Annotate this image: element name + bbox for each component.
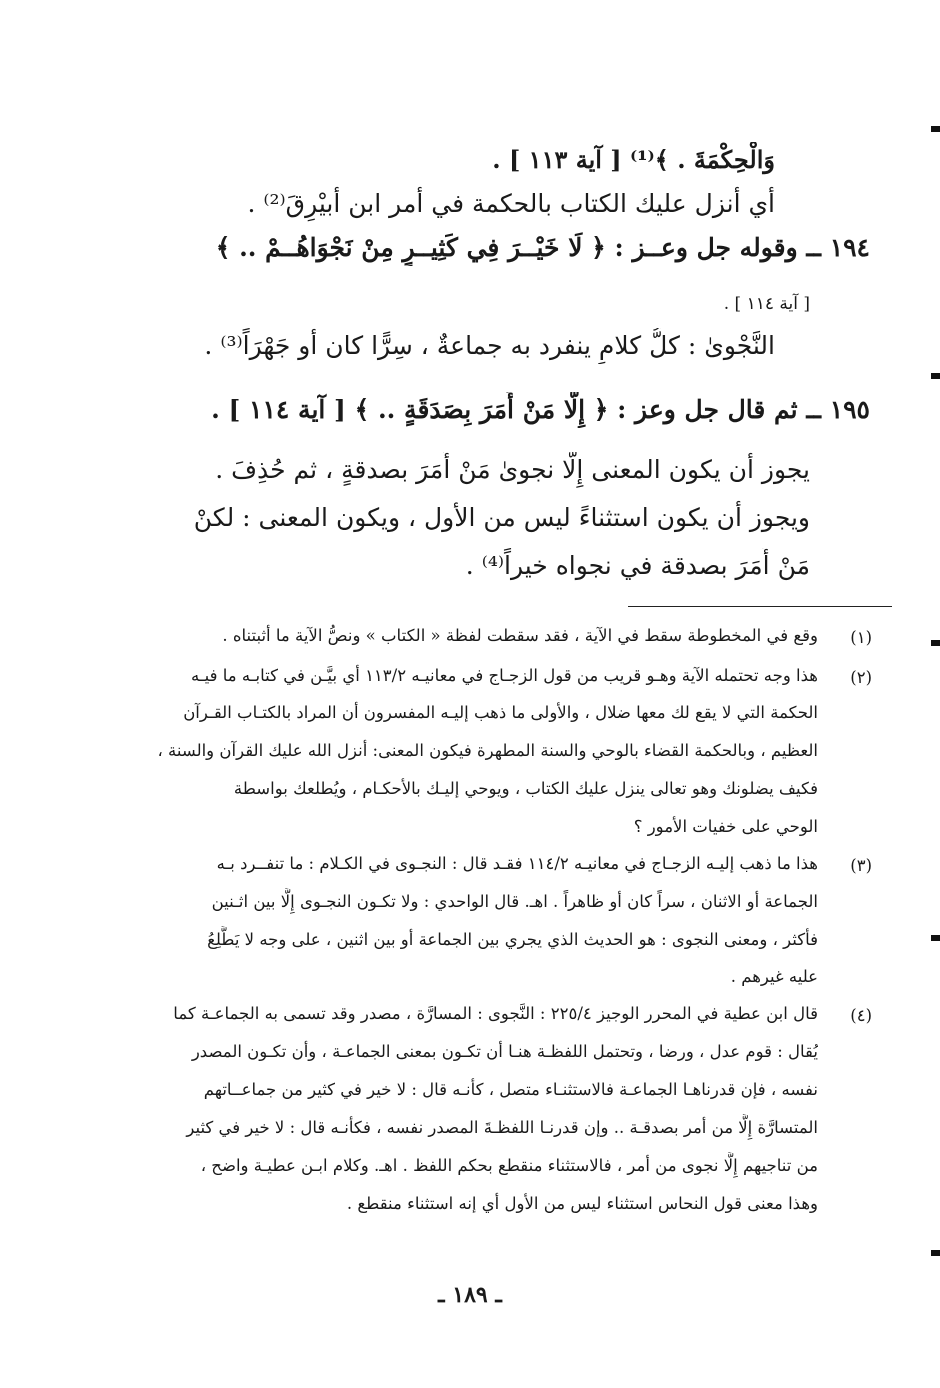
scan-mark xyxy=(931,1250,940,1256)
footnote-3-line-1: هذا ما ذهب إليـه الزجـاج في معانيـه ١١٤/٢ فقـد قال : النجـوى في الكـلام : ما تنفــرد بـه xyxy=(216,854,818,873)
footnote-2-line-4: فكيف يضلونك وهو تعالى ينزل عليك الكتاب ، ويوحي إليـك بالأحكـام ، ويُطلعك بواسطة xyxy=(233,779,818,798)
scan-mark xyxy=(931,373,940,379)
footnote-4-line-3: نفسه ، فإن قدرناهـا الجماعـة فالاستثنـاء متصل ، كأنـه قال : لا خير في كثير من جماعــاتهم xyxy=(203,1080,818,1099)
footnote-2-line-1: هذا وجه تحتمله الآية وهـو قريب من قول الزجـاج في معانيـه ١١٣/٢ أي بيَّـن في كتابـه ما فيـه xyxy=(190,666,818,685)
scan-mark xyxy=(931,126,940,132)
main-line-9: مَنْ أَمَرَ بصدقة في نجواه خيراً⁽⁴⁾ . xyxy=(465,551,810,580)
main-line-8: ويجوز أن يكون استثناءً ليس من الأول ، ويكون المعنى : لكنْ xyxy=(193,503,810,532)
footnote-4-line-1: قال ابن عطية في المحرر الوجيز ٢٢٥/٤ : النَّجوى : المسارَّة ، مصدر وقد تسمى به الجماعـة كما xyxy=(173,1004,818,1023)
main-line-3: ١٩٤ ــ وقوله جل وعــز : ﴿ لَا خَيْــرَ فِي كَثِيــرٍ مِنْ نَجْوَاهُــمْ .. ﴾ xyxy=(215,233,870,262)
main-line-1: وَالْحِكْمَةَ . ﴾⁽¹⁾ [ آية ١١٣ ] . xyxy=(492,145,775,174)
scan-mark xyxy=(931,640,940,646)
footnote-2-line-3: العظيم ، وبالحكمة القضاء بالوحي والسنة المطهرة فيكون المعنى: أنزل الله عليك القرآن والسنة ، xyxy=(157,741,818,760)
main-line-6: ١٩٥ ــ ثم قال جل وعز : ﴿ إِلَّا مَنْ أَمَرَ بِصَدَقَةٍ .. ﴾ [ آية ١١٤ ] . xyxy=(211,395,870,424)
footnote-4-number: (٤) xyxy=(850,1006,872,1025)
scan-mark xyxy=(931,935,940,941)
main-line-2: أي أنزل عليك الكتاب بالحكمة في أمر ابن أبيْرِقَ⁽²⁾ . xyxy=(247,189,775,218)
main-line-5: النَّجْوىٰ : كلُّ كلامٍ ينفرد به جماعةٌ ، سِرًّا كان أو جَهْرَاً⁽³⁾ . xyxy=(204,331,775,360)
footnote-3-line-3: فأكثر ، ومعنى النجوى : هو الحديث الذي يجري بين الجماعة أو بين اثنين ، على وجه لا يَطَّلِعُ xyxy=(207,930,818,949)
footnote-4-line-2: يُقال : قوم عدل ، ورضا ، وتحتمل اللفظـة هنـا أن تكـون بمعنى الجماعـة ، وأن تكـون المصدر xyxy=(191,1042,818,1061)
page-number: ـ ١٨٩ ـ xyxy=(438,1282,502,1308)
footnote-separator xyxy=(628,606,892,607)
footnote-2-line-2: الحكمة التي لا يقع لك معها ضلال ، والأولى ما ذهب إليـه المفسرون أن المراد بالكتـاب القـرآن xyxy=(183,703,818,722)
footnote-3-number: (٣) xyxy=(850,856,872,875)
main-line-7: يجوز أن يكون المعنى إِلَّا نجوىٰ مَنْ أَمَرَ بصدقةٍ ، ثم حُذِفَ . xyxy=(215,455,810,484)
footnote-3-line-4: عليه غيرهم . xyxy=(730,967,818,986)
footnote-2-line-5: الوحي على خفيات الأمور ؟ xyxy=(633,817,818,836)
main-line-4: [ آية ١١٤ ] . xyxy=(723,294,810,314)
footnote-2-number: (٢) xyxy=(850,668,872,687)
footnote-3-line-2: الجماعة أو الاثنان ، سراً كان أو ظاهراً . اهـ. قال الواحدي : ولا تكـون النجـوى إِلَّا بين اثـنين xyxy=(211,892,818,911)
footnote-1-line-1: وقع في المخطوطة سقط في الآية ، فقد سقطت لفظة « الكتاب » ونصُّ الآية ما أثبتناه . xyxy=(222,626,818,645)
footnote-4-line-5: من تناجيهم إِلَّا نجوى من أمر ، فالاستثناء منقطع بحكم اللفظ . اهـ. وكلام ابـن عطيـة واضح ، xyxy=(200,1156,818,1175)
footnote-4-line-6: وهذا معنى قول النحاس استثناء ليس من الأول أي إنه استثناء منقطع . xyxy=(346,1194,818,1213)
footnote-4-line-4: المتسارَّة إِلَّا من أمر بصدقـة .. وإن قدرنـا اللفظـةَ المصدر نفسه ، فكأنـه قال : لا خير في كثير xyxy=(186,1118,818,1137)
footnote-1-number: (١) xyxy=(850,628,872,647)
